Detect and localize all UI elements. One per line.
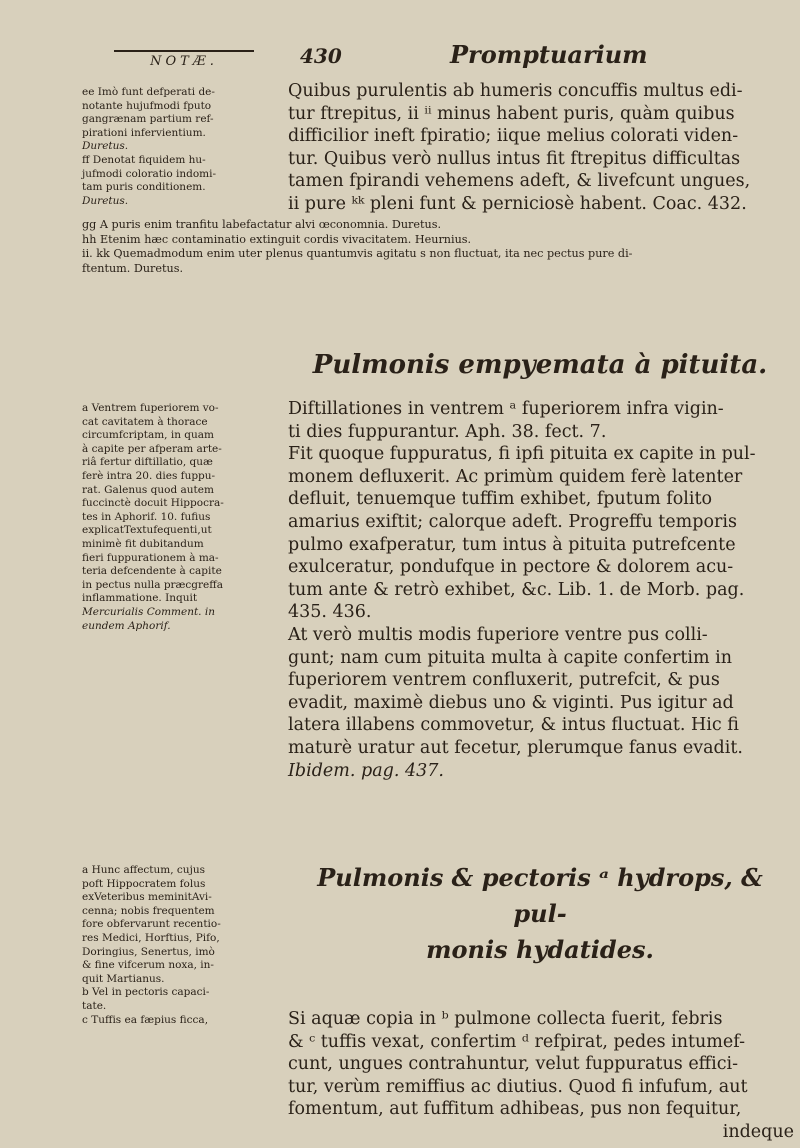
main-text-block1 — [288, 80, 794, 216]
side-note-line: tes in Aphorif. 10. fufius — [82, 510, 211, 523]
main-text-line: tur ftrepitus, ii ⁱⁱ minus habent puris, quàm quibus — [288, 103, 735, 124]
side-note-line: ff Denotat fiquidem hu- — [82, 153, 206, 166]
side-note-line: fieri fuppurationem à ma- — [82, 551, 219, 564]
page-number: 430 — [300, 44, 342, 68]
main-text-line: amarius exiftit; calorque adeft. Progreffu temporis — [288, 511, 737, 532]
main-text-line: Si aquæ copia in ᵇ pulmone collecta fuerit, febris — [288, 1009, 723, 1029]
main-text-line: defluit, tenuemque tuffim exhibet, fputum folito — [288, 489, 713, 510]
side-note-line: b Vel in pectoris capaci- — [82, 986, 210, 999]
footnote-line: gg A puris enim tranfitu labefactatur alvi œconomnia. Duretus. — [82, 218, 442, 231]
side-note-line: gangrænam partium ref- — [82, 113, 214, 126]
main-text-line: difficilior ineft fpiratio; iique melius colorati viden- — [288, 126, 739, 147]
main-text-line: Diftillationes in ventrem ᵃ fuperiorem infra vigin- — [288, 399, 724, 419]
side-note-line: Duretus. — [82, 140, 129, 153]
catchword: indeque — [722, 1121, 794, 1142]
side-note-line: jufmodi coloratio indomi- — [82, 167, 217, 180]
main-text-line: At verò multis modis fuperiore ventre pus colli- — [288, 624, 708, 645]
side-note-line: pirationi infervientium. — [82, 126, 206, 139]
side-note-section1 — [82, 402, 282, 633]
main-text-line: tur, verùm remiffius ac diutius. Quod fi infufum, aut — [288, 1076, 748, 1097]
main-text-line: monem defluxerit. Ac primùm quidem ferè latenter — [288, 466, 743, 487]
main-text-line: fomentum, aut fuffitum adhibeas, pus non fequitur, — [288, 1099, 742, 1120]
side-note-line: res Medici, Horftius, Pifo, — [82, 931, 220, 944]
main-text-line: pulmo exafperatur, tum intus à pituita putrefcente — [288, 534, 736, 555]
main-text-line: tamen fpirandi vehemens adeft, & livefcunt ungues, — [288, 171, 751, 192]
main-text-section1 — [288, 398, 794, 782]
main-text-line: 435. 436. — [288, 602, 372, 623]
side-note-line: ferè intra 20. dies fuppu- — [82, 469, 216, 482]
side-note-line: a Hunc affectum, cujus — [82, 864, 205, 876]
side-note-line: exVeteribus meminitAvi- — [82, 891, 212, 904]
side-note-line: notante hujufmodi fputo — [82, 99, 212, 112]
side-note-line: cat cavitatem à thorace — [82, 415, 208, 428]
side-note-line: à capite per afperam arte- — [82, 442, 222, 455]
main-text-line: tum ante & retrò exhibet, &c. Lib. 1. de Morb. pag. — [288, 579, 745, 600]
section-heading-pulmonis-empyemata: Pulmonis empyemata à pituita. — [312, 350, 768, 380]
footnotes-block1 — [82, 218, 792, 276]
side-note-line: circumfcriptam, in quam — [82, 429, 214, 442]
section-heading-line: Pulmonis & pectoris ᵃ hydrops, & pul- — [317, 863, 763, 928]
main-text-line: evadit, maximè diebus uno & viginti. Pus igitur ad — [288, 692, 734, 713]
side-note-line: riâ fertur diftillatio, quæ — [82, 456, 213, 469]
main-text-line: ti dies fuppurantur. Aph. 38. fect. 7. — [288, 421, 607, 442]
side-note-line: Duretus. — [82, 194, 129, 207]
main-text-line: maturè uratur aut fecetur, plerumque fanus evadit. — [288, 737, 743, 758]
side-note-line: tam puris conditionem. — [82, 181, 206, 194]
main-text-line: & ᶜ tuffis vexat, confertim ᵈ refpirat, pedes intumef- — [288, 1031, 745, 1052]
main-text-line: exulceratur, pondufque in pectore & dolorem acu- — [288, 557, 734, 578]
section-heading-line: monis hydatides. — [426, 935, 654, 964]
side-note-line: fuccinctè docuit Hippocra- — [82, 497, 224, 510]
main-text-line: fuperiorem ventrem confluxerit, putrefcit, & pus — [288, 670, 720, 691]
main-text-line: Ibidem. pag. 437. — [288, 760, 444, 781]
footnote-line: ftentum. Duretus. — [82, 261, 184, 275]
side-note-line: Doringius, Senertus, imò — [82, 945, 215, 958]
side-note-line: poft Hippocratem folus — [82, 877, 206, 890]
main-text-line: gunt; nam cum pituita multa à capite confertim in — [288, 647, 732, 668]
side-note-line: explicatTextufequenti,ut — [82, 524, 212, 537]
side-note-line: cenna; nobis frequentem — [82, 904, 215, 917]
side-note-line: minimè fit dubitandum — [82, 537, 204, 550]
main-text-section2 — [288, 1008, 794, 1144]
main-text-line: cunt, ungues contrahuntur, velut fuppuratus effici- — [288, 1054, 739, 1075]
side-note-line: ee Imò funt defperati de- — [82, 86, 215, 98]
main-text-line: latera illabens commovetur, & intus fluctuat. Hic fi — [288, 715, 739, 736]
side-note-line: Mercurialis Comment. in — [82, 605, 215, 618]
side-note-block1 — [82, 86, 282, 208]
main-text-line: ii pure ᵏᵏ pleni funt & perniciosè habent. Coac. 432. — [288, 193, 747, 214]
side-note-line: teria defcendente à capite — [82, 565, 222, 578]
section-heading-pulmonis-hydrops — [290, 860, 790, 968]
main-text-line: tur. Quibus verò nullus intus fit ftrepitus difficultas — [288, 148, 741, 169]
footnote-line: ii. kk Quemadmodum enim uter plenus quantumvis agitatu s non fluctuat, ita nec pectus pure di- — [82, 247, 633, 261]
side-note-line: eundem Aphorif. — [82, 619, 171, 632]
footnote-line: hh Etenim hæc contaminatio extinguit cordis vivacitatem. Heurnius. — [82, 232, 472, 246]
main-text-line: Fit quoque fuppuratus, fi ipfi pituita ex capite in pul- — [288, 444, 756, 465]
side-note-line: c Tuffis ea fæpius ficca, — [82, 1013, 209, 1026]
running-head — [90, 34, 790, 78]
side-note-line: a Ventrem fuperiorem vo- — [82, 402, 219, 414]
side-note-line: rat. Galenus quod autem — [82, 483, 214, 496]
side-note-section2 — [82, 864, 282, 1027]
side-note-line: inflammatione. Inquit — [82, 592, 198, 605]
side-note-line: in pectus nulla præcgreffa — [82, 578, 223, 591]
running-title: Promptuarium — [450, 40, 648, 69]
main-text-line: Quibus purulentis ab humeris concuffis multus edi- — [288, 81, 743, 101]
side-note-line: fore obfervarunt recentio- — [82, 918, 221, 931]
side-note-line: quit Martianus. — [82, 972, 165, 985]
side-note-line: & fine vifcerum noxa, in- — [82, 959, 214, 972]
notes-column-label: NOTÆ. — [114, 50, 254, 69]
side-note-line: tate. — [82, 999, 107, 1012]
